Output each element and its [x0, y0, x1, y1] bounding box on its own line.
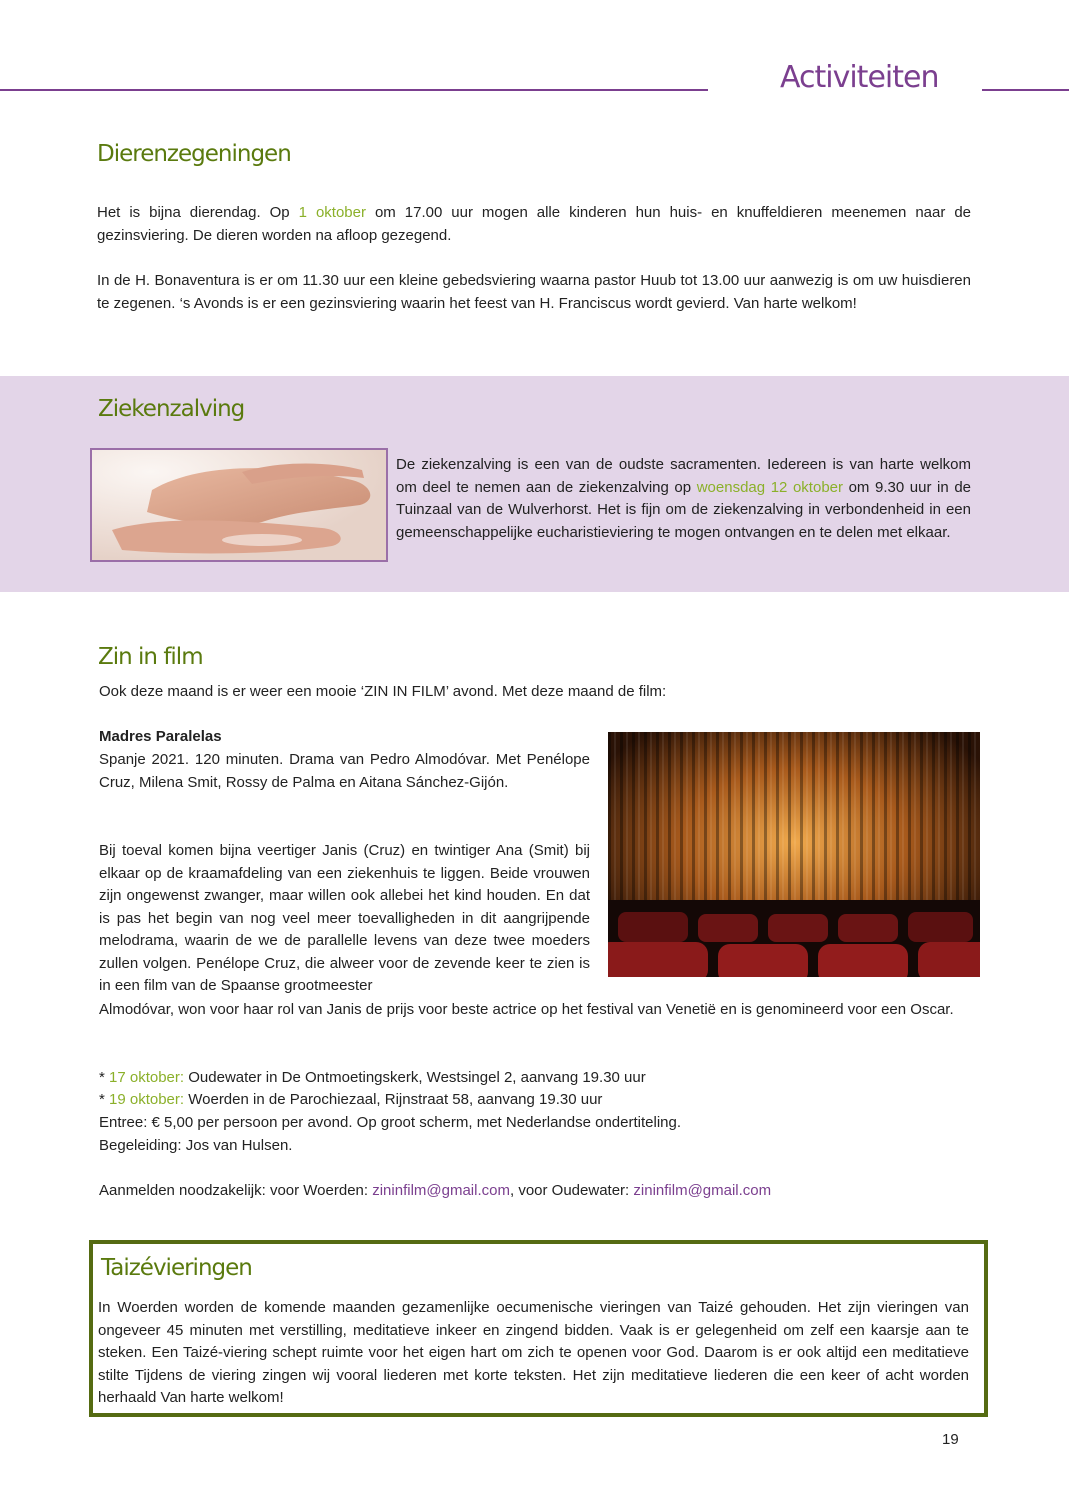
begeleiding-line: Begeleiding: Jos van Hulsen. — [99, 1137, 293, 1154]
screening-date-2: 19 oktober: — [109, 1091, 185, 1108]
movie-info: Spanje 2021. 120 minuten. Drama van Pedro Almodóvar. Met Penélope Cruz, Milena Smit, Rossy de Palma en Aitana Sánchez-Gijón. — [99, 751, 590, 791]
ziek-title: Ziekenzalving — [98, 396, 245, 422]
page-number: 19 — [942, 1431, 959, 1448]
film-intro: Ook deze maand is er weer een mooie ‘ZIN IN FILM’ avond. Met deze maand de film: — [99, 683, 667, 700]
dieren-title: Dierenzegeningen — [97, 141, 291, 167]
movie-title: Madres Paralelas — [99, 728, 222, 745]
dieren-date: 1 oktober — [298, 204, 366, 221]
film-title: Zin in film — [98, 644, 203, 670]
hands-anointing-photo — [90, 448, 388, 562]
header-rule-right — [982, 89, 1069, 91]
taize-paragraph: In Woerden worden de komende maanden gezamenlijke oecumenische vieringen van Taizé gehouden. Het zijn vieringen van ongeveer 45 minuten met verstilling, meditatieve inkeer en zingend bidden. Vaak is er gelegenheid om zelf een kaarsje aan te steken. Een Taizé-viering schept ruimte voor het eigen hart om zich te openen voor God. Daarom is er ook altijd een meditatieve stilte Tijdens de viering zingen wij vooral liederen met korte teksten. Het zijn meditatieve liederen die een keer of acht worden herhaald Van harte welkom! — [98, 1299, 969, 1406]
movie-synopsis-continued: Almodóvar, won voor haar rol van Janis de prijs voor beste actrice op het festival van Venetië en is genomineerd voor een Oscar. — [99, 1001, 954, 1018]
section-header: Activiteiten — [780, 60, 939, 95]
movie-synopsis: Bij toeval komen bijna veertiger Janis (Cruz) en twintiger Ana (Smit) bij elkaar op de kraamafdeling van een ziekenhuis te liggen. Beide vrouwen zijn ongewenst zwanger, maar willen ook allebei het kind houden. En dat is pas het begin van nog veel meer toevalligheden in dit aangrijpende melodrama, waarin de we de parallelle levens van deze twee moeders zullen volgen. Penélope Cruz, die alweer voor de zevende keer te zien is in een film van de Spaanse grootmeester — [99, 842, 590, 994]
ziek-paragraph: De ziekenzalving is een van de oudste sacramenten. Iedereen is van harte welkom om deel te nemen aan de ziekenzalving op woensdag 12 oktober om 9.30 uur in de Tuinzaal van de Wulverhorst. Het is fijn om de ziekenzalving in verbondenheid in een gemeenschappelijke eucharistieviering te mogen ontvangen en te delen met elkaar. — [396, 456, 972, 541]
dieren-paragraph-2: In de H. Bonaventura is er om 11.30 uur een kleine gebedsviering waarna pastor Huub tot 13.00 uur aanwezig is om uw huisdieren te zegenen. ‘s Avonds is er een gezinsviering waarin het feest van H. Franciscus wordt gevierd. Van harte welkom! — [97, 272, 971, 312]
email-link-woerden[interactable]: zininfilm@gmail.com — [372, 1182, 510, 1199]
screening-line-1: * 17 oktober: Oudewater in De Ontmoetingskerk, Westsingel 2, aanvang 19.30 uur — [99, 1069, 646, 1086]
screening-line-2: * 19 oktober: Woerden in de Parochiezaal, Rijnstraat 58, aanvang 19.30 uur — [99, 1091, 603, 1108]
entree-line: Entree: € 5,00 per persoon per avond. Op groot scherm, met Nederlandse ondertiteling. — [99, 1114, 682, 1131]
taize-title: Taizévieringen — [101, 1255, 252, 1281]
header-rule-left — [0, 89, 708, 91]
dieren-paragraph-1: Het is bijna dierendag. Op 1 oktober om 17.00 uur mogen alle kinderen hun huis- en knuffeldieren meenemen naar de gezinsviering. De dieren worden na afloop gezegend. — [97, 204, 972, 244]
email-link-oudewater[interactable]: zininfilm@gmail.com — [633, 1182, 772, 1199]
aanmelden-line: Aanmelden noodzakelijk: voor Woerden: zininfilm@gmail.com, voor Oudewater: zininfilm@gmail.com — [99, 1182, 772, 1199]
screening-date-1: 17 oktober: — [109, 1069, 185, 1086]
ziek-date: woensdag 12 oktober — [696, 478, 843, 496]
theater-curtain-photo — [608, 732, 980, 977]
